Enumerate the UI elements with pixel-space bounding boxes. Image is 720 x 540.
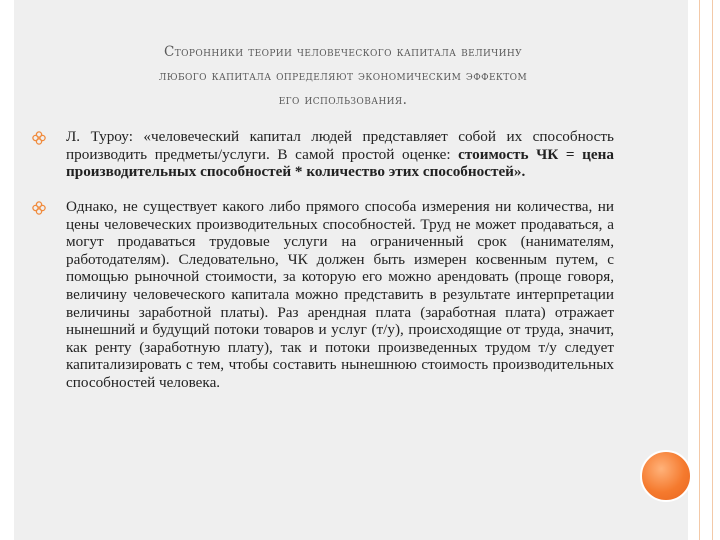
bullet-icon xyxy=(32,130,52,150)
flower-bullet-icon xyxy=(32,131,46,145)
rail-line-left xyxy=(699,0,700,540)
paragraph-turow-quote xyxy=(66,128,614,181)
side-rail xyxy=(688,0,714,540)
slide-title xyxy=(48,40,638,112)
paragraph-measurement: Однако, не существует какого либо прямого способа измерения ни количества, ни цены человеческих производительных способностей. Труд не может продаваться, а могут продаваться трудовые услуги на ограниченный срок (нанимателям, работодателям). Следовательно, ЧК должен быть измерен косвенным путем, с помощью рыночной стоимости, за которую его можно арендовать (проще говоря, величину человеческого капитала можно представить в результате интерпретации величины заработной платы). Раз арендная плата (заработная плата) отражает нынешний и будущий потоки товаров и услуг (т/у), происходящие от труда, значит, как ренту (заработную плату), так и потоки произведенных трудом т/у следует капитализировать с тем, чтобы составить нынешнюю стоимость производительных способностей человека. xyxy=(66,198,614,391)
quote-intro: Л. Туроу: «человеческий капитал людей представляет собой их способность производить предметы/услуги. В самой простой оценке: xyxy=(66,128,614,163)
title-line-2: любого капитала определяют экономическим эффектом xyxy=(158,68,528,84)
decorative-orange-circle xyxy=(640,450,692,502)
flower-bullet-icon xyxy=(32,201,46,215)
bullet-icon xyxy=(32,200,52,220)
title-line-3: его использования. xyxy=(278,92,408,108)
title-line-1: Сторонники теории человеческого капитала величину xyxy=(164,44,522,60)
quote-formula: стоимость ЧК = цена производительных способностей * количество этих способностей». xyxy=(66,145,615,181)
rail-line-right xyxy=(712,0,713,540)
